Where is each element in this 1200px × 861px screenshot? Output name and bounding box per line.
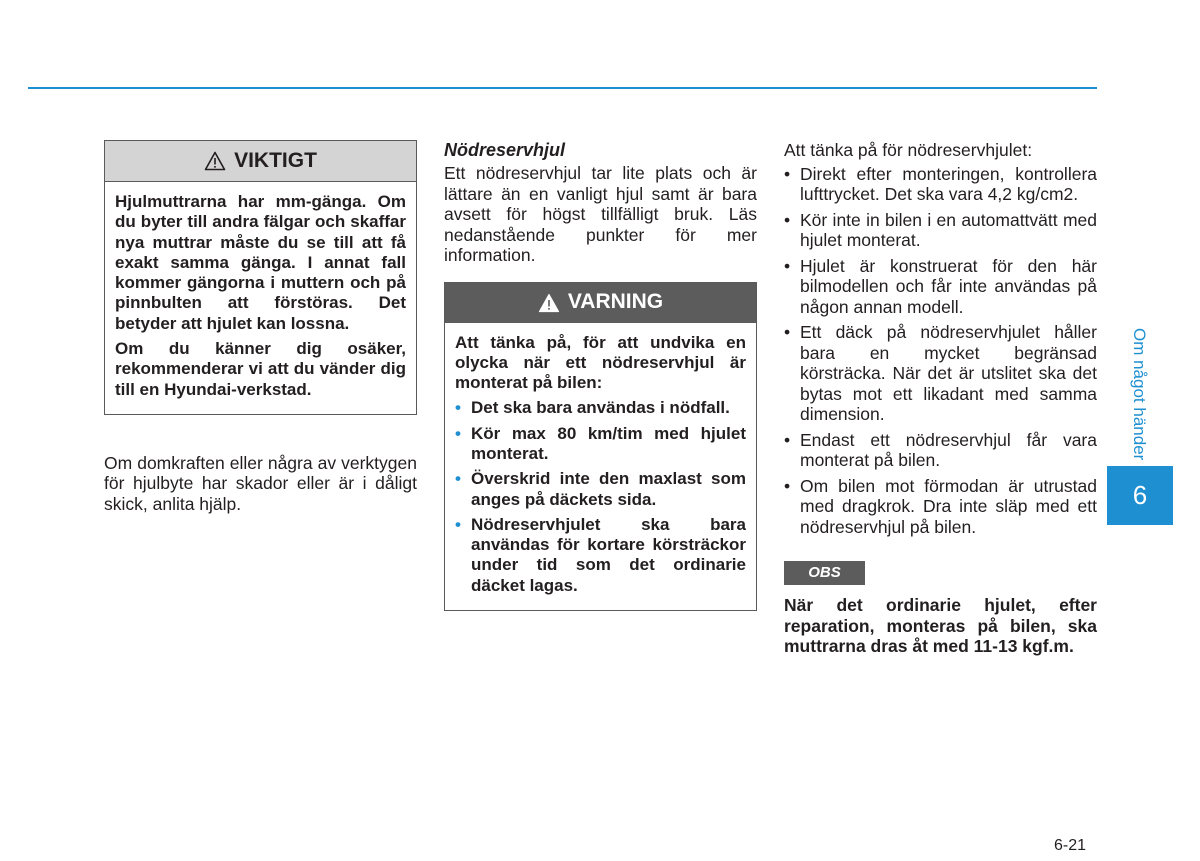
varning-header (445, 283, 756, 323)
list-item: • Om bilen mot förmodan är utrustad med dragkrok. Dra inte släp med ett nödreservhjul på bilen. (784, 476, 1097, 538)
viktigt-box (104, 140, 417, 415)
spare-wheel-intro: Att tänka på för nödreservhjulet: (784, 140, 1033, 160)
list-item: • Kör inte in bilen i en automattvätt med hjulet monterat. (784, 210, 1097, 251)
varning-title: VARNING (567, 290, 664, 314)
list-item: • Endast ett nödreservhjul får vara monterat på bilen. (784, 430, 1097, 471)
list-item: • Överskrid inte den maxlast som anges på däckets sida. (455, 469, 746, 510)
column-right (784, 140, 1097, 657)
jack-advice-text: Om domkraften eller några av verktygen för hjulbyte har skador eller är i dåligt skick, anlita hjälp. (104, 452, 417, 514)
list-item: • Kör max 80 km/tim med hjulet monterat. (455, 424, 746, 465)
column-middle (444, 140, 757, 611)
viktigt-body (105, 182, 416, 414)
warning-triangle-icon (538, 293, 560, 313)
varning-list (455, 398, 746, 596)
chapter-title: Om något händer (1130, 328, 1149, 461)
list-item: • Direkt efter monteringen, kontrollera lufttrycket. Det ska vara 4,2 kg/cm2. (784, 164, 1097, 205)
warning-triangle-icon (204, 151, 226, 171)
chapter-tab (1107, 466, 1173, 525)
varning-box (444, 282, 757, 612)
header-rule (28, 87, 1097, 89)
section-heading: Nödreservhjul (444, 140, 566, 160)
list-item: • Det ska bara användas i nödfall. (455, 398, 746, 418)
list-item: • Hjulet är konstruerat för den här bilmodellen och får inte användas på någon annan modell. (784, 256, 1097, 318)
varning-intro: Att tänka på, för att undvika en olycka när ett nödreservhjul är monterat på bilen: (455, 332, 746, 393)
obs-label: OBS (784, 561, 865, 585)
viktigt-header (105, 141, 416, 182)
section-intro: Ett nödreservhjul tar lite plats och är lättare än en vanligt hjul samt är bara avsett för högst tillfälligt bruk. Läs nedanstående punkter för mer information. (444, 163, 757, 265)
spare-wheel-list (784, 164, 1097, 538)
chapter-number: 6 (1132, 480, 1148, 510)
list-item: • Ett däck på nödreservhjulet håller bara en mycket begränsad körsträcka. När det är utslitet ska det bytas mot ett likadant med samma dimension. (784, 322, 1097, 425)
viktigt-paragraph: Hjulmuttrarna har mm-gänga. Om du byter till andra fälgar och skaffar nya muttrar måste du se till att få exakt samma gänga. I annat fall kommer gängorna i muttern och på pinnbulten att förstöras. Det betyder att hjulet kan lossna. (115, 192, 406, 333)
viktigt-title: VIKTIGT (234, 148, 317, 172)
obs-text: När det ordinarie hjulet, efter reparation, monteras på bilen, ska muttrarna dras åt med 11-13 kgf.m. (784, 595, 1097, 656)
page-number: 6-21 (1054, 837, 1087, 854)
column-left (104, 140, 417, 514)
varning-body (445, 323, 756, 611)
list-item: • Nödreservhjulet ska bara användas för kortare körsträckor under tid som det ordinarie däcket lagas. (455, 515, 746, 596)
viktigt-paragraph: Om du känner dig osäker, rekommenderar vi att du vänder dig till en Hyundai-verkstad. (115, 339, 406, 399)
